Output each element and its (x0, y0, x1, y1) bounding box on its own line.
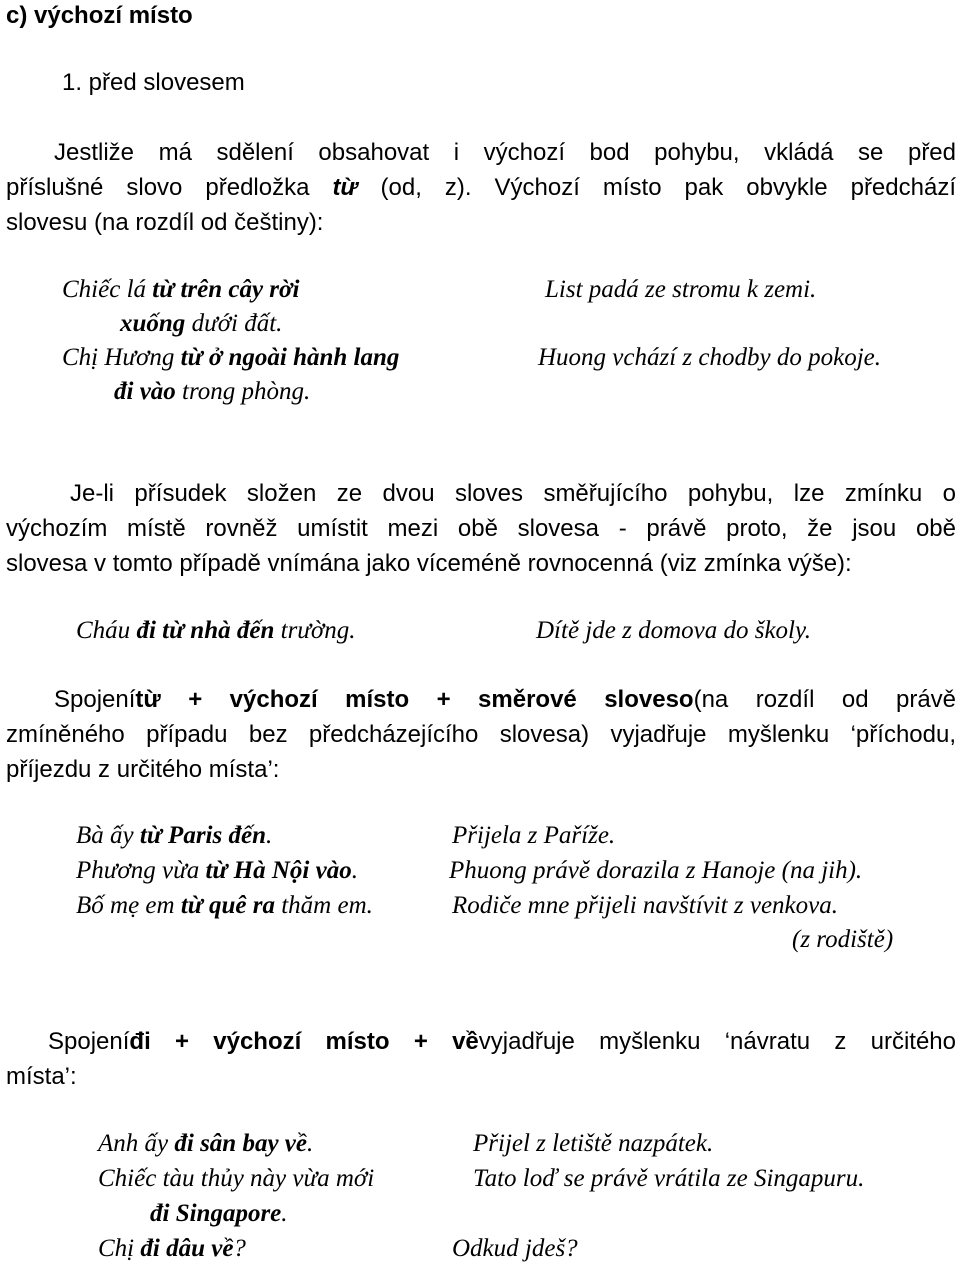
example3-cz-3-note: (z rodiště) (792, 926, 894, 953)
section-heading: c) výchozí místo (6, 2, 193, 29)
ex1-vn1-b: từ trên cây rời (152, 276, 300, 303)
paragraph-di-ve-line-1 (6, 1024, 956, 1059)
p3-l1-a: Spojení (54, 686, 136, 713)
paragraph-tu-combination (6, 682, 956, 787)
example-vn-2-line-2 (114, 374, 310, 409)
paragraph-di-ve-line-2: místa’: (6, 1063, 77, 1090)
p4-l1-a: Spojení (48, 1028, 130, 1055)
example4-vn-3 (98, 1231, 246, 1266)
example3-vn-2 (76, 853, 358, 888)
example-cz-1: List padá ze stromu k zemi. (545, 276, 817, 303)
example2-cz: Dítě jde z domova do školy. (536, 617, 811, 644)
ex3-vn1-a: Bà ấy (76, 822, 140, 849)
example4-cz-1: Přijel z letiště nazpátek. (473, 1130, 714, 1157)
example4-cz-2: Tato loď se právě vrátila ze Singapuru. (473, 1165, 865, 1192)
p3-l1-c: (na rozdíl od právě (693, 686, 957, 713)
example3-cz-3: Rodiče mne přijeli navštívit z venkova. (452, 892, 838, 919)
example3-cz-1: Přijela z Paříže. (452, 822, 616, 849)
example-cz-2: Huong vchází z chodby do pokoje. (538, 344, 881, 371)
p1-l2-post: (od, z). Výchozí místo pak obvykle předchází (357, 174, 956, 201)
paragraph-compound-line-2: výchozím místě rovněž umístit mezi obě slovesa - právě proto, že jsou obě (6, 515, 956, 542)
ex2-vn-b: đi từ nhà đến (136, 617, 275, 644)
ex1-vn2-d: trong phòng. (175, 378, 311, 405)
paragraph-intro-line-3: slovesu (na rozdíl od češtiny): (6, 209, 324, 236)
ex2-vn-c: trường. (274, 617, 356, 644)
example3-cz-2: Phuong právě dorazila z Hanoje (na jih). (449, 857, 863, 884)
p4-l1-b: đi + výchozí místo + về (129, 1028, 479, 1055)
example-vn-1-line-1 (62, 272, 299, 307)
paragraph-tu-line-2: zmíněného případu bez předcházejícího slovesa) vyjadřuje myšlenku ‘příchodu, (6, 721, 956, 748)
paragraph-intro-line-1: Jestliže má sdělení obsahovat i výchozí bod pohybu, vkládá se před (54, 139, 956, 166)
example-vn-2-line-1 (62, 340, 399, 375)
paragraph-compound-line-3: slovesa v tomto případě vnímána jako víceméně rovnocenná (viz zmínka výše): (6, 550, 852, 577)
example4-cz-3: Odkud jdeš? (452, 1235, 578, 1262)
ex3-vn2-a: Phương vừa (76, 857, 206, 884)
example2-vn (76, 613, 356, 648)
paragraph-tu-line-1 (6, 682, 956, 717)
ex4-vn3-b: đi dâu về (140, 1235, 234, 1262)
ex1-vn2-c: đi vào (114, 378, 176, 405)
example3-vn-1 (76, 818, 272, 853)
ex4-vn2-b: đi Singapore (150, 1200, 282, 1227)
ex3-vn2-b: từ Hà Nội vào (205, 857, 352, 884)
example4-vn-1 (98, 1126, 313, 1161)
ex1-vn2-a: Chị Hương (62, 344, 181, 371)
p1-l2-pre: příslušné slovo předložka (6, 174, 333, 201)
p3-l1-b: từ + výchozí místo + směrové sloveso (135, 686, 694, 713)
paragraph-compound-line-1: Je-li přísudek složen ze dvou sloves směřujícího pohybu, lze zmínku o (70, 480, 956, 507)
ex3-vn1-b: từ Paris đến (139, 822, 266, 849)
ex4-vn3-a: Chị (98, 1235, 141, 1262)
ex4-vn3-c: ? (233, 1235, 246, 1262)
ex3-vn3-b: từ quê ra (180, 892, 275, 919)
ex1-vn2-b: từ ở ngoài hành lang (180, 344, 400, 371)
ex3-vn3-a: Bố mẹ em (76, 892, 181, 919)
ex4-vn2-c: . (281, 1200, 288, 1227)
ex1-vn1-d: dưới đất. (185, 310, 283, 337)
subheading-before-verb: 1. před slovesem (62, 69, 245, 96)
paragraph-di-ve-combination (6, 1024, 956, 1094)
ex4-vn1-c: . (307, 1130, 314, 1157)
ex1-vn1-c: xuống (120, 310, 186, 337)
p4-l1-c: vyjadřuje myšlenku ‘návratu z určitého (478, 1028, 957, 1055)
ex4-vn1-a: Anh ấy (98, 1130, 175, 1157)
p1-l2-bold: từ (332, 174, 358, 201)
example4-vn-2-line-1: Chiếc tàu thủy này vừa mới (98, 1165, 375, 1192)
ex3-vn3-c: thăm em. (274, 892, 373, 919)
ex3-vn1-c: . (265, 822, 273, 849)
paragraph-intro (6, 135, 956, 240)
ex2-vn-a: Cháu (76, 617, 137, 644)
ex1-vn1-a: Chiếc lá (62, 276, 153, 303)
example3-vn-3 (76, 888, 373, 923)
paragraph-compound-predicate (6, 476, 956, 581)
paragraph-tu-line-3: příjezdu z určitého místa’: (6, 756, 280, 783)
example-vn-1-line-2 (120, 306, 282, 341)
paragraph-intro-line-2 (6, 170, 956, 205)
ex4-vn1-b: đi sân bay về (174, 1130, 307, 1157)
ex3-vn2-c: . (351, 857, 358, 884)
example4-vn-2-line-2 (150, 1196, 288, 1231)
